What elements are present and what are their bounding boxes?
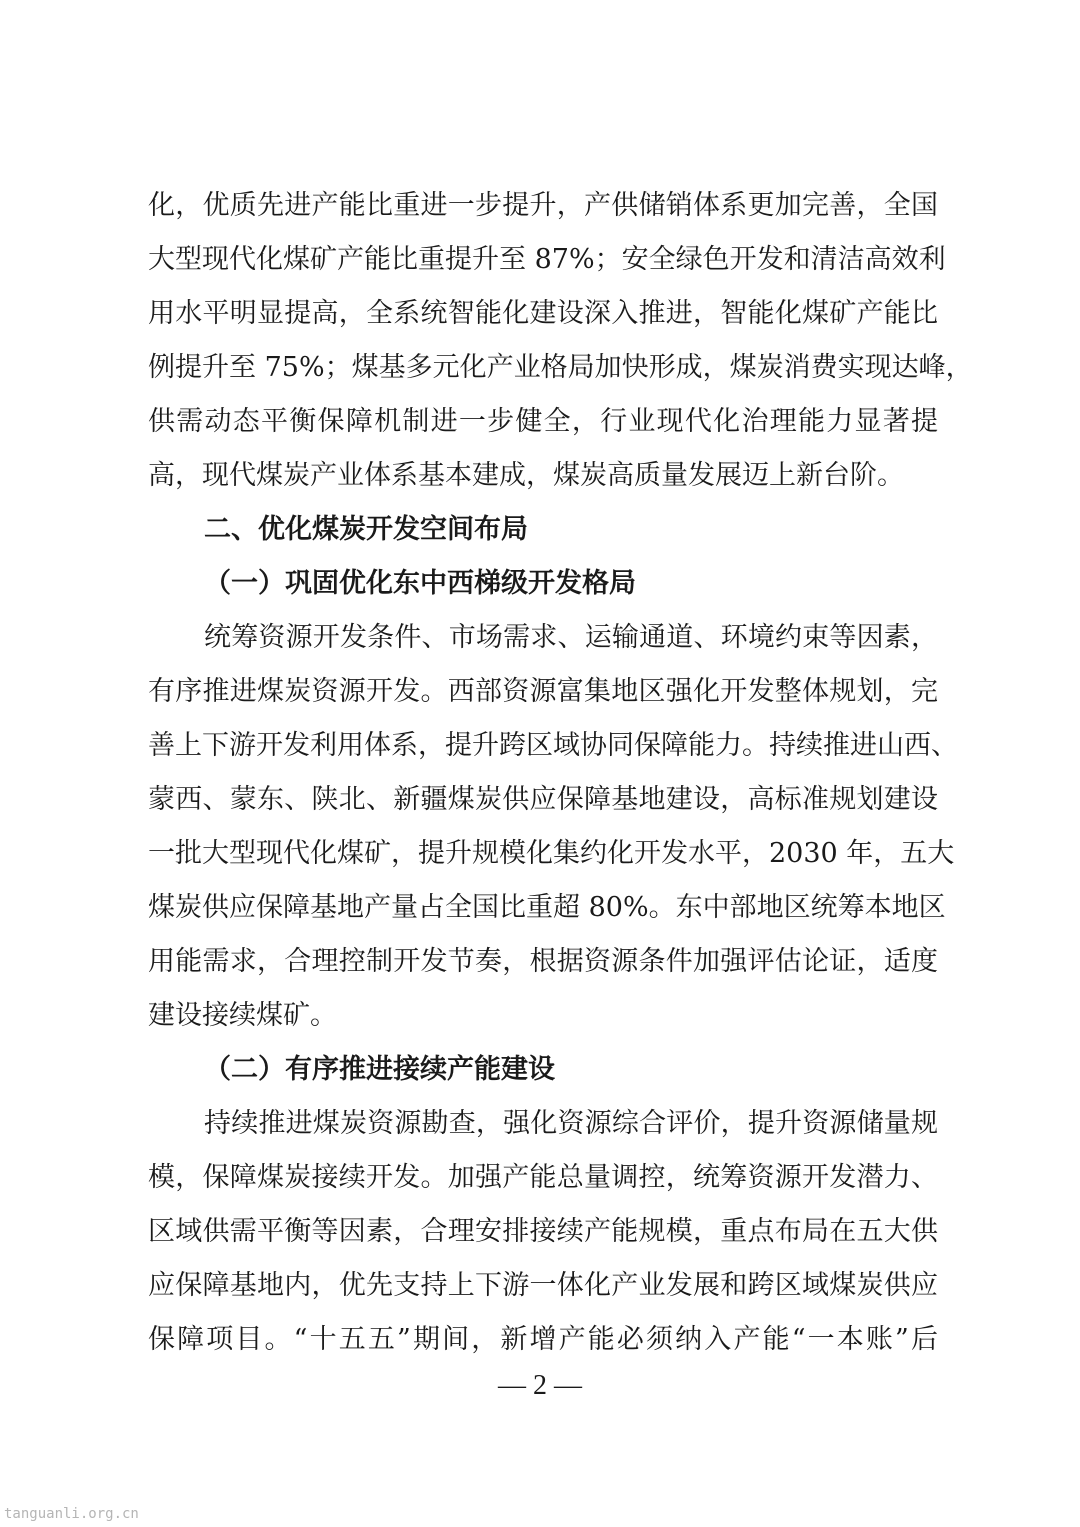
paragraph-line: 大型现代化煤矿产能比重提升至 87%；安全绿色开发和清洁高效利 [148, 244, 946, 275]
paragraph-line: 有序推进煤炭资源开发。西部资源富集地区强化开发整体规划，完 [148, 676, 938, 707]
page-number: — 2 — [498, 1370, 582, 1401]
paragraph-line: 区域供需平衡等因素，合理安排接续产能规模，重点布局在五大供 [148, 1216, 938, 1247]
paragraph-line: 蒙西、蒙东、陕北、新疆煤炭供应保障基地建设，高标准规划建设 [148, 784, 938, 815]
paragraph-line: 例提升至 75%；煤基多元化产业格局加快形成，煤炭消费实现达峰， [148, 352, 973, 383]
paragraph-line: 应保障基地内，优先支持上下游一体化产业发展和跨区域煤炭供应 [148, 1270, 938, 1301]
section-heading: 二、优化煤炭开发空间布局 [204, 514, 528, 545]
paragraph-line: 模，保障煤炭接续开发。加强产能总量调控，统筹资源开发潜力、 [148, 1162, 938, 1193]
paragraph-line: 煤炭供应保障基地产量占全国比重超 80%。东中部地区统筹本地区 [148, 892, 946, 923]
paragraph-line: 供需动态平衡保障机制进一步健全，行业现代化治理能力显著提 [148, 406, 938, 437]
paragraph-line: 用水平明显提高，全系统智能化建设深入推进，智能化煤矿产能比 [148, 298, 938, 329]
paragraph-line: 用能需求，合理控制开发节奏，根据资源条件加强评估论证，适度 [148, 946, 938, 977]
watermark-text: tanguanli.org.cn [4, 1506, 139, 1522]
paragraph-line: 建设接续煤矿。 [148, 1000, 337, 1031]
paragraph-line: 统筹资源开发条件、市场需求、运输通道、环境约束等因素， [204, 622, 938, 653]
paragraph-line: 高，现代煤炭产业体系基本建成，煤炭高质量发展迈上新台阶。 [148, 460, 904, 491]
paragraph-line: 一批大型现代化煤矿，提升规模化集约化开发水平，2030 年，五大 [148, 838, 955, 869]
paragraph-line: 保障项目。“十五五”期间，新增产能必须纳入产能“一本账”后 [148, 1324, 938, 1355]
paragraph-line: 持续推进煤炭资源勘查，强化资源综合评价，提升资源储量规 [204, 1108, 938, 1139]
subsection-heading: （一）巩固优化东中西梯级开发格局 [204, 568, 636, 599]
paragraph-line: 化，优质先进产能比重进一步提升，产供储销体系更加完善，全国 [148, 190, 938, 221]
paragraph-line: 善上下游开发利用体系，提升跨区域协同保障能力。持续推进山西、 [148, 730, 958, 761]
subsection-heading: （二）有序推进接续产能建设 [204, 1054, 555, 1085]
